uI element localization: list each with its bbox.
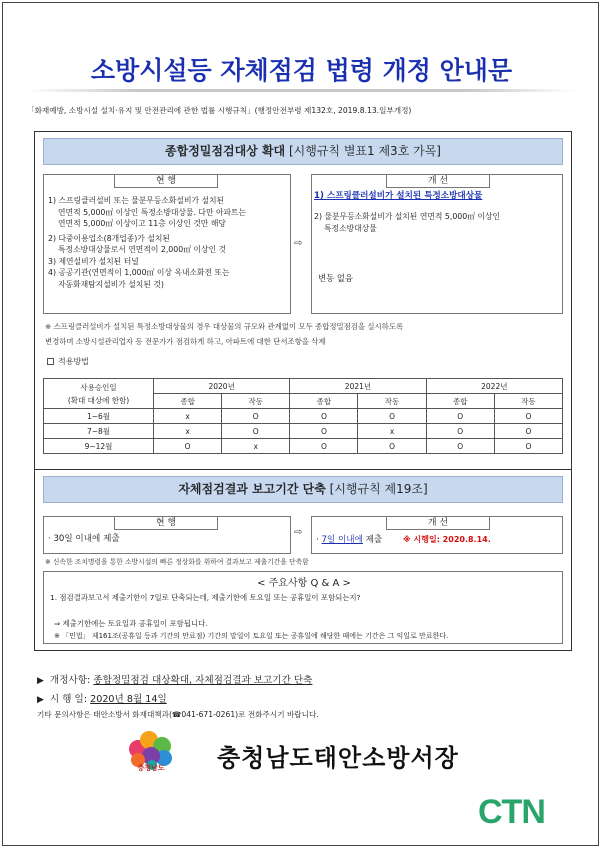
- improved-days: 7일 이내에: [321, 535, 363, 545]
- current-item: 2) 다중이용업소(8개업종)가 설치된: [48, 233, 170, 243]
- table-sub-header: 작동: [222, 394, 290, 409]
- title-underline: [27, 89, 577, 92]
- improved-prefix: ·: [316, 535, 322, 545]
- section2-ref: [시행규칙 제19조]: [329, 482, 428, 496]
- section2-improved-text: [316, 534, 491, 547]
- table-year-2020: 2020년: [154, 379, 290, 394]
- table-cell: O: [290, 409, 358, 424]
- page-title: 소방시설등 자체점검 법령 개정 안내문: [90, 56, 513, 85]
- effective-summary: [37, 691, 167, 705]
- schedule-table: [43, 378, 563, 454]
- contact-info: 기타 문의사항은 태안소방서 화재대책과(☎041-671-0261)로 전화주시기 바랍니다.: [37, 710, 319, 719]
- section2-current-text: · 30일 이내에 제출: [48, 534, 120, 544]
- date-value: 2020년 8월 14일: [90, 694, 167, 705]
- signature: 충청남도태안소방서장: [217, 743, 459, 772]
- table-row: [44, 439, 563, 454]
- section2-title-bar: [43, 476, 563, 503]
- method-label: 적용방법: [58, 357, 89, 366]
- section2-current-label: 현 행: [114, 516, 218, 530]
- table-row: [44, 424, 563, 439]
- table-cell: O: [426, 409, 494, 424]
- section1-current-list: [48, 195, 290, 290]
- table-cell: x: [154, 409, 222, 424]
- table-period: 9~12월: [44, 439, 154, 454]
- table-sub-header: 종합: [290, 394, 358, 409]
- section1-note-line1: ※ 스프링클러설비가 설치된 특정소방대상물의 경우 대상물의 규모와 관계없이 모두 종합정밀점검을 실시하도록: [45, 322, 404, 331]
- table-cell: O: [426, 424, 494, 439]
- table-cell: O: [494, 439, 562, 454]
- section1-title: 종합정밀점검대상 확대: [165, 144, 286, 158]
- triangle-bullet-icon: ▶: [37, 676, 44, 686]
- table-cell: x: [358, 424, 426, 439]
- table-header-cell: [44, 379, 154, 409]
- section2-improved-label: 개 선: [386, 516, 490, 530]
- table-cell: O: [358, 439, 426, 454]
- chungnam-logo: [116, 727, 186, 783]
- current-item: 4) 공공기관(연면적이 1,000㎡ 이상 옥내소화전 또는: [48, 268, 230, 277]
- table-sub-header: 작동: [494, 394, 562, 409]
- current-item: 연면적 5,000㎡ 이상인 특정소방대상물. 다만 아파트는: [58, 207, 247, 217]
- table-period: 1~6월: [44, 409, 154, 424]
- date-label: 시 행 일:: [49, 694, 88, 705]
- table-row: [44, 409, 563, 424]
- notice-page: [2, 2, 599, 846]
- current-item: 연면적 5,000㎡ 이상이고 11층 이상인 것만 해당: [58, 219, 226, 228]
- effective-date: ※ 시행일: 2020.8.14.: [402, 535, 491, 544]
- table-head-target: (확대 대상에 한함): [67, 395, 130, 405]
- section1-title-bar: [43, 138, 563, 165]
- table-sub-header: 종합: [426, 394, 494, 409]
- table-cell: O: [290, 439, 358, 454]
- table-year-2022: 2022년: [426, 379, 562, 394]
- current-item: 특정소방대상물로서 연면적이 2,000㎡ 이상인 것: [58, 245, 227, 254]
- section2-note: ※ 신속한 조치명령을 통한 소방시설의 빠른 정상화를 위하여 결과보고 제출기간을 단축함: [45, 558, 309, 566]
- table-sub-header: 작동: [358, 394, 426, 409]
- qa-title: < 주요사항 Q & A >: [257, 578, 351, 589]
- section2-arrow-icon: ⇨: [294, 527, 303, 538]
- revision-summary: [37, 672, 312, 686]
- section1-ref: [시행규칙 별표1 제3호 가목]: [288, 144, 441, 158]
- table-cell: O: [426, 439, 494, 454]
- regulation-reference: 「화재예방, 소방시설 설치·유지 및 안전관리에 관한 법률 시행규칙」(행정안전부령 제132호, 2019.8.13.일부개정): [27, 106, 412, 115]
- table-cell: O: [494, 409, 562, 424]
- current-item: 자동화재탐지설비가 설치된 것): [58, 279, 164, 289]
- improved-item-sprinkler: 1) 스프링클러설비가 설치된 특정소방대상물: [314, 191, 483, 201]
- table-cell: O: [222, 409, 290, 424]
- table-cell: O: [154, 439, 222, 454]
- ctn-watermark: CTN: [478, 793, 545, 831]
- section-divider: [35, 469, 571, 470]
- triangle-bullet-icon: ▶: [37, 695, 44, 705]
- improved-suffix: 제출: [362, 535, 383, 545]
- qa-question: 1. 점검결과보고서 제출기한이 7일로 단축되는데, 제출기한에 토요일 또는 공휴일이 포함되는지?: [50, 593, 361, 602]
- method-label-row: [47, 356, 89, 367]
- qa-answer: ⇒ 제출기한에는 토요일과 공휴일이 포함됩니다.: [54, 619, 208, 628]
- section1-current-box: [43, 174, 291, 314]
- table-year-2021: 2021년: [290, 379, 426, 394]
- table-cell: O: [358, 409, 426, 424]
- current-item: 1) 스프링클러설비 또는 물분무등소화설비가 설치된: [48, 196, 225, 205]
- content-box: [34, 131, 572, 651]
- current-item: 3) 제연설비가 설치된 터널: [48, 256, 139, 266]
- table-sub-header: 종합: [154, 394, 222, 409]
- section2-current-box: [43, 516, 291, 554]
- improved-item-water-spray: 2) 물분무등소화설비가 설치된 연면적 5,000㎡ 이상인: [314, 212, 501, 221]
- revision-value: 종합정밀점검 대상확대, 자체점검결과 보고기간 단축: [93, 675, 313, 686]
- section2-improved-box: [311, 516, 563, 554]
- revision-label: 개정사항:: [49, 675, 91, 686]
- qa-civil-law-note: ※ 「민법」 제161조(공휴일 등과 기간의 만료점) 기간의 말일이 토요일 또는 공휴일에 해당한 때에는 기간은 그 익일로 만료한다.: [54, 632, 449, 640]
- table-head-approval: 사용승인일: [80, 382, 117, 392]
- table-period: 7~8월: [44, 424, 154, 439]
- logo-caption: 충청남도: [137, 764, 165, 772]
- table-cell: O: [290, 424, 358, 439]
- table-cell: x: [222, 439, 290, 454]
- table-cell: O: [494, 424, 562, 439]
- section1-current-label: 현 행: [114, 174, 218, 188]
- section2-title: 자체점검결과 보고기간 단축: [178, 482, 326, 496]
- qa-box: [43, 571, 563, 644]
- section1-arrow-icon: ⇨: [294, 238, 303, 249]
- checkbox-icon: [47, 358, 54, 365]
- improved-no-change: 변동 없음: [318, 273, 354, 283]
- section1-note-line2: 변경하며 소방시설관리업자 등 전문가가 점검하게 하고, 아파트에 대한 단서조항을 삭제: [45, 337, 326, 346]
- improved-item-water-spray-cont: 특정소방대상물: [324, 224, 377, 233]
- table-cell: O: [222, 424, 290, 439]
- section1-improved-label: 개 선: [386, 174, 490, 188]
- table-cell: x: [154, 424, 222, 439]
- section1-improved-box: [311, 174, 563, 314]
